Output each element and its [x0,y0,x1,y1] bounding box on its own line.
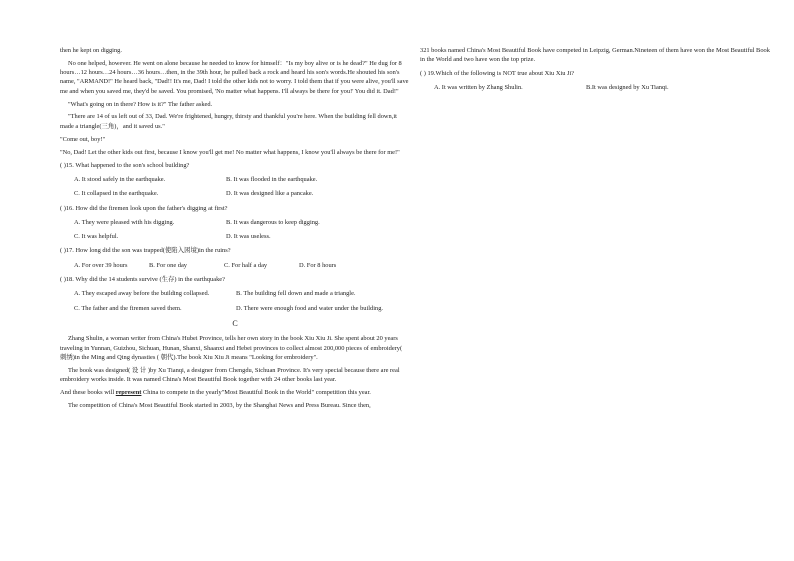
question-16-options-row [74,218,410,227]
question-16-option-b: B. It was dangerous to keep digging. [226,218,320,226]
question-16-option-c: C. It was helpful. [74,233,119,241]
question-16-option-d: D. It was useless. [226,233,271,241]
question-17-option-b: B. For one day [149,261,187,269]
question-18-option-b: B. The building fell down and made a triangle. [236,290,356,298]
question-15-options-row [74,189,410,198]
left-column [60,46,410,414]
passage-c-paragraph: The book was designed( 设 计 )by Xu Tianqi, a designer from Chengdu, Sichuan Province. It's very special because there are real embroidery works inside. It was named China's Most Beautiful Book together with 24 other books last year. [60,366,400,384]
question-18-stem: ( )18. Why did the 14 students survive (生存) in the earthquake? [60,276,225,284]
passage-b-paragraph: "There are 14 of us left out of 33, Dad. We're frightened, hungry, thirsty and thankful you're here. When the building fell down,it made a triangle(三角)，and it saved us." [60,113,397,130]
question-19-option-a: A. It was written by Zhang Shulin. [434,83,523,91]
question-17-option-a: A. For over 39 hours [74,261,128,269]
passage-b-paragraph: "What's going on in there? How is it?" The father asked. [68,100,213,108]
question-17-option-c: C. For half a day [224,261,268,269]
passage-c-text: China to compete in the yearly"Most Beautiful Book in the World" competition this year. [141,389,371,397]
question-15-stem: ( )15. What happened to the son's school building? [60,161,190,169]
passage-b-paragraph: then he kept on digging. [60,47,122,54]
question-19-options-row [434,83,772,92]
passage-c-paragraph: The competition of China's Most Beautiful Book started in 2003, by the Shanghai News and Press Bureau. Since then, [68,401,371,409]
passage-c-paragraph-continued: 321 books named China's Most Beautiful Book have competed in Leipzig, German.Nineteen of them have won the Most Beautiful Book in the World and two have won the top prize. [420,47,770,64]
question-18-options-row [74,289,410,298]
question-16-stem: ( )16. How did the firemen look upon the father's digging at first? [60,204,228,212]
passage-c-text: And these books will [60,389,116,397]
question-18-options-row [74,304,410,313]
question-16-option-a: A. They were pleased with his digging. [74,218,175,226]
passage-b-paragraph: "No, Dad! Let the other kids out first, because I know you'll get me! No matter what happens, I know you'll always be there for me!" [60,148,400,156]
question-17-option-d: D. For 8 hours [299,261,337,269]
passage-b-paragraph: "Come out, boy!" [60,135,106,143]
question-19-stem: ( ) 19.Which of the following is NOT true about Xiu Xiu Ji? [420,69,575,77]
question-17-options-row [74,261,410,270]
passage-c-heading: C [232,318,238,328]
question-15-option-d: D. It was designed like a pancake. [226,190,314,198]
question-17-stem: ( )17. How long did the son was trapped(使陷入困境)in the ruins? [60,247,231,255]
passage-c-paragraph: Zhang Shulin, a woman writer from China's Hubei Province, tells her own story in the book Xiu Xiu Ji. She spent about 20 years traveling in Yunnan, Guizhou, Sichuan, Hunan, Shanxi, Shaanxi and Hebei provinces to collect almost 200,000 pieces of embroidery( 刺绣)in the Ming and Qing dynasties ( 朝代).The book Xiu Xiu Ji means "Looking for embroidery". [60,335,403,362]
passage-b-paragraph: No one helped, however. He went on alone because he needed to know for himself："Is my boy alive or is he dead?" He dug for 8 hours…12 hours…24 hours…36 hours…then, in the 39th hour, he pulled back a rock and heard his son's words.He shouted his son's name, "ARMAND!" He heard back, "Dad!! It's me, Dad! I told the other kids not to worry. I told them that if you were alive, you'll save me and when you saved me, they'd be saved. You promised, 'No matter what happens. I'll always be there for you!' You did it. Dad!" [60,59,409,95]
question-15-option-a: A. It stood safely in the earthquake. [74,176,166,184]
question-18-option-d: D. There were enough food and water under the building. [236,304,383,312]
question-15-options-row [74,175,410,184]
question-19-option-b: B.It was designed by Xu Tianqi. [586,83,669,91]
question-16-options-row [74,232,410,241]
underlined-word-represent: represent [115,389,142,397]
question-18-option-c: C. The father and the firemen saved them. [74,304,182,312]
right-column [420,46,772,97]
passage-c-paragraph [60,388,410,397]
question-15-option-b: B. It was flooded in the earthquake. [226,176,318,184]
question-18-option-a: A. They escaped away before the building collapsed. [74,290,210,298]
question-15-option-c: C. It collapsed in the earthquake. [74,190,159,198]
